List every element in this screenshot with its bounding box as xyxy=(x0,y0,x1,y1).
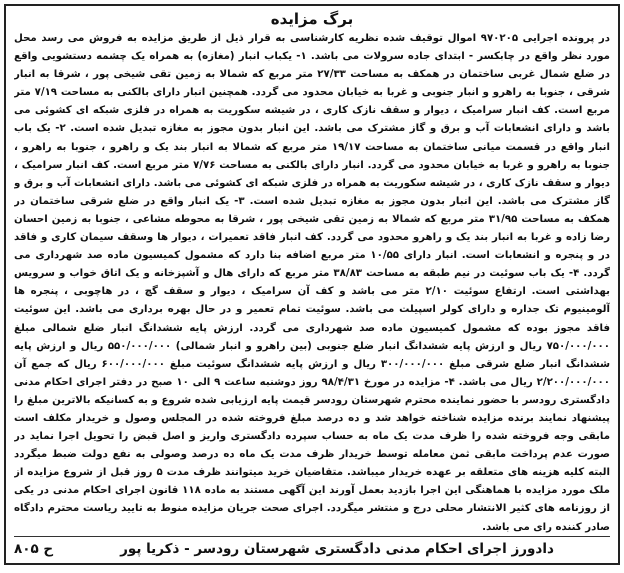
notice-title: برگ مزایده xyxy=(270,10,354,28)
auction-notice xyxy=(4,4,620,565)
notice-code: ح ۸۰۵ xyxy=(14,541,54,557)
signature-line: دادورز اجرای احکام مدنی دادگستری شهرستان رودسر - ذکریا پور xyxy=(120,541,554,557)
notice-body: در پرونده اجرایی ۹۷۰۲۰۵ اموال توقیف شده نظریه کارشناسی به قرار ذیل از طریق مزایده به فروش می رسد محل مورد نظر واقع در چابکسر - ابتدای جاده سرولات می باشد. ۱- یکباب انبار (مغازه) به همراه یک چشمه دستشویی واقع در ضلع شمال غربی ساختمان در همکف به مساحت ۲۷/۳۳ متر مربع که شمالا به زمین تقی شیخی پور ، شرقا به انبار شرقی ، جنوبا به راهرو و انبار جنوبی و غربا به خیابان محدود می گردد. همچنین انبار دارای بالکنی به مساحت ۷/۱۹ متر مربع است. کف انبار سرامیک ، دیوار و سقف نازک کاری ، در شیشه سکوریت به همراه در فلزی شبکه ای کشوئی می باشد و دارای انشعابات آب و برق و گاز مشترک می باشد. این انبار بدون مجوز به مغازه تبدیل شده است. ۲- یک باب انبار واقع در قسمت میانی ساختمان به مساحت ۱۹/۱۷ متر مربع که شمالا به انبار بند یک و راهرو ، جنوبا به راهرو ، جنوبا به راهرو و غربا به خیابان محدود می گردد. انبار دارای بالکنی به مساحت ۷/۷۶ متر مربع است. کف انبار سرامیک ، دیوار و سقف نازک کاری ، در شیشه سکوریت به همراه در فلزی شبکه ای کشوئی می باشد. دارای انشعابات آب و برق و گاز مشترک می باشد. این انبار بدون مجوز به مغازه تبدیل شده است. ۳- یک انبار واقع در ضلع شرقی ساختمان در همکف به مساحت ۳۱/۹۵ متر مربع که شمالا به زمین تقی شیخی پور ، شرقا به محوطه مشاعی ، جنوبا به زمین احسان رضا زاده و غربا به انبار بند یک و راهرو محدود می گردد. کف انبار فاقد تعمیرات ، دیوار ها وسقف سیمان کاری و فاقد در و پنجره و انشعابات است. انبار دارای ۱۰/۵۵ متر مربع اضافه بنا دارد که مشمول کمیسیون ماده صد شهرداری می گردد. ۴- یک باب سوئیت در نیم طبقه به مساحت ۳۸/۸۳ متر مربع که دارای هال و آشپزخانه و یک اتاق خواب و سرویس بهداشتی است. ارتفاع سوئیت ۲/۱۰ متر می باشد و کف آن سرامیک ، دیوار و سقف گچ ، در هاچوبی ، پنجره ها آلومینیوم تک جداره و دارای کولر اسپیلت می باشد. سوئیت تمام تعمیر و در حال بهره برداری می باشد. این سوئیت فاقد مجوز بوده که مشمول کمیسیون ماده صد شهرداری می گردد. ارزش پایه ششدانگ انبار ضلع شمالی مبلغ ۷۵۰/۰۰۰/۰۰۰ ریال و ارزش پایه ششدانگ انبار ضلع جنوبی (بین راهرو و انبار شمالی) ۵۵۰/۰۰۰/۰۰۰ ریال و ارزش پایه ششدانگ انبار ضلع شرقی مبلغ ۳۰۰/۰۰۰/۰۰۰ ریال و ارزش پایه ششدانگ سوئیت مبلغ ۶۰۰/۰۰۰/۰۰۰ ریال که جمع آن ۲/۲۰۰/۰۰۰/۰۰۰ ریال می باشد. ۴- مزایده در مورخ ۹۸/۴/۳۱ روز دوشنبه ساعت ۹ الی ۱۰ صبح در دفتر اجرای احکام مدنی دادگستری رودسر با حضور نماینده محترم شهرستان رودسر قیمت پایه ارزیابی شده شروع و به کسانیکه بالاترین مبلغ را پیشنهاد نمایند برنده مزایده شناخته خواهد شد و ده درصد مبلغ فروخته شده در المجلس وصول و خریدار مکلف است مابقی وجه فروخته شده را ظرف مدت یک ماه به حساب سپرده دادگستری واریز و اصل قبض را تحویل اجرا نماید در صورت عدم پرداخت مابقی ثمن معامله توسط خریدار ظرف مدت یک ماه ده درصد وصولی به نفع دولت ضبط میگردد البته کلیه هزینه های متعلقه بر عهده خریدار میباشد. متقاضیان خرید میتوانند ظرف مدت ۵ روز قبل از شروع مزایده از ملک مورد مزایده با هماهنگی این اجرا بازدید بعمل آورند این آگهی مستند به ماده ۱۱۸ قانون اجرای احکام مدنی در یکی از روزنامه های کثیر الانتشار محلی درج و منتشر میگردد. اجرای صحت جریان مزایده منوط به تایید ریاست محترم دادگاه صادر کننده رای می باشد. xyxy=(14,33,610,533)
notice-footer xyxy=(14,536,610,559)
